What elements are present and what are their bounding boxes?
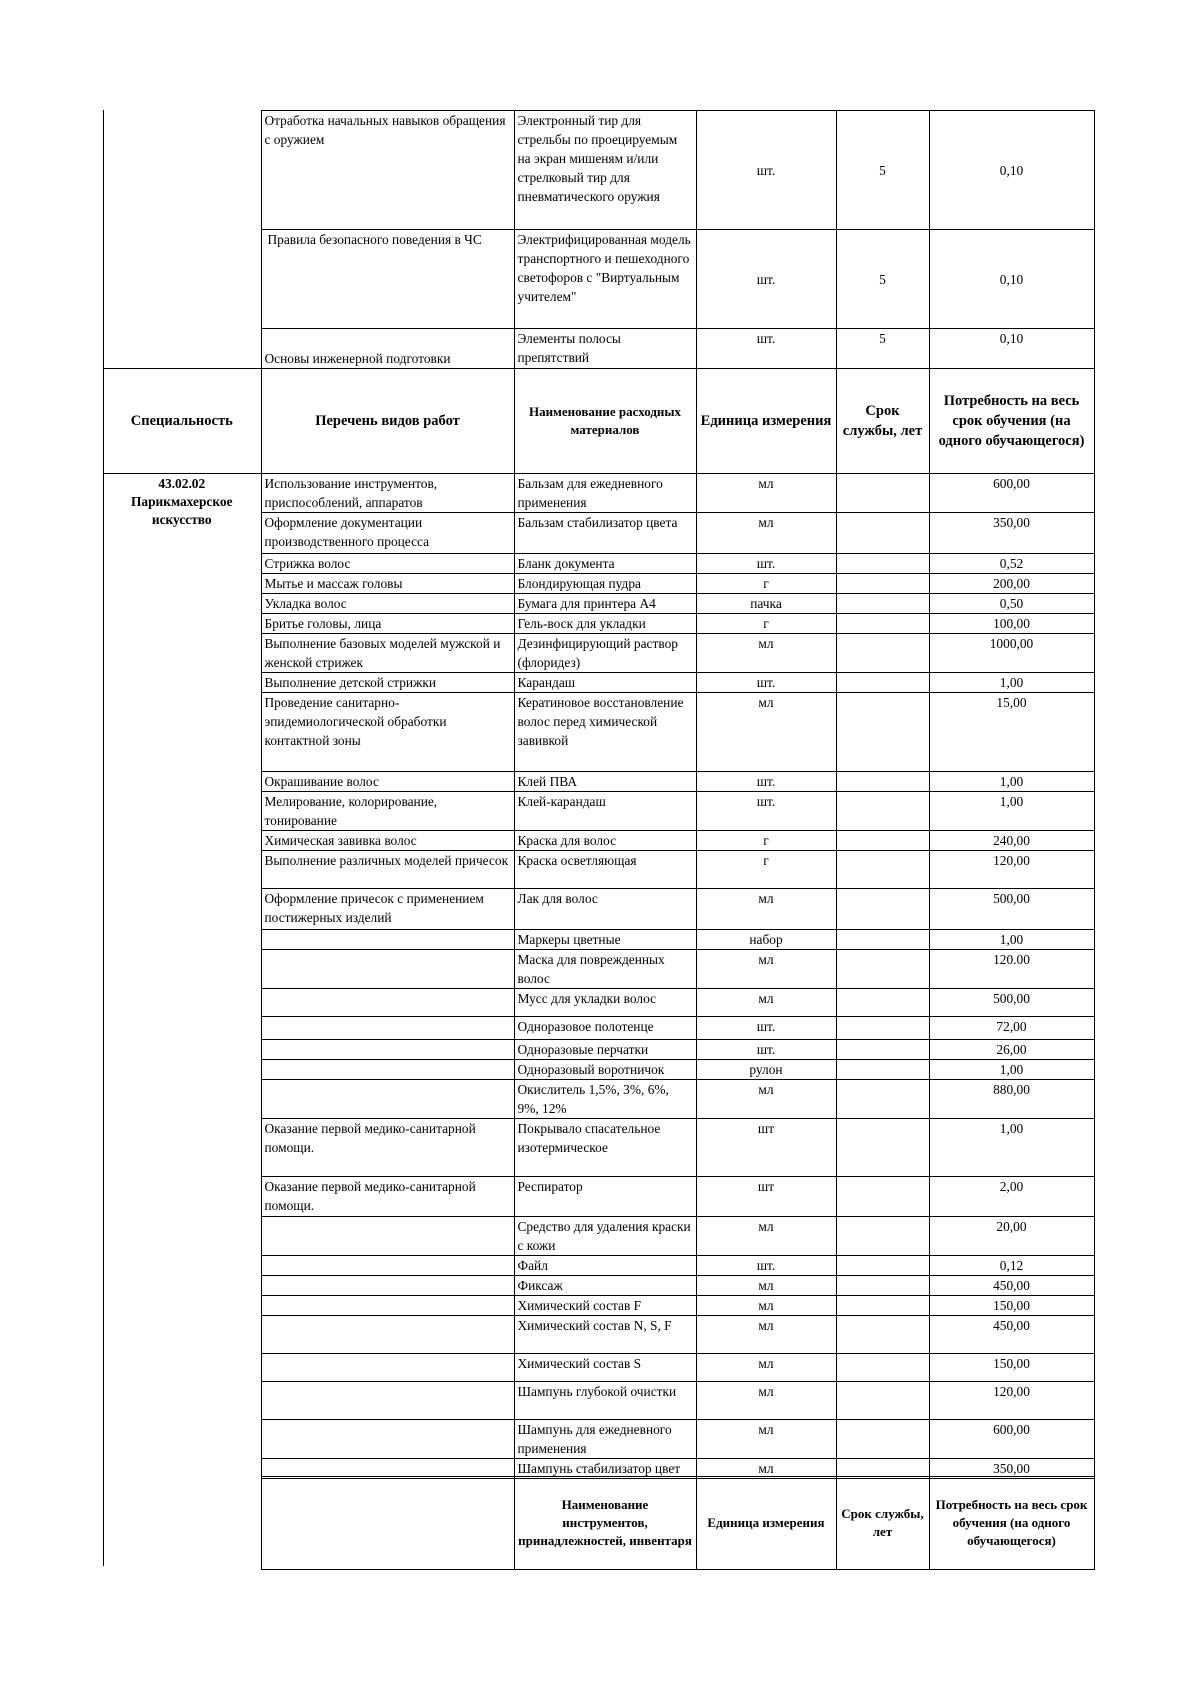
header-service-life: Срок службы, лет [836,369,929,474]
item-name-cell: Электронный тир для стрельбы по проецируемым на экран мишеням и/или стрелковый тир для пневматического оружия [514,111,696,230]
item-name-cell: Маркеры цветные [514,930,696,950]
header-work-types: Перечень видов работ [261,369,514,474]
unit-cell: мл [696,1420,836,1459]
need-cell: 500,00 [929,889,1094,930]
need-cell: 120.00 [929,950,1094,989]
header-unit: Единица измерения [696,1477,836,1570]
item-name-cell: Шампунь стабилизатор цвет [514,1459,696,1479]
work-type-cell [261,930,514,950]
unit-cell: шт [696,1119,836,1177]
unit-cell: шт. [696,1040,836,1060]
item-name-cell: Одноразовое полотенце [514,1017,696,1040]
header-service-life: Срок службы, лет [836,1477,929,1570]
unit-cell: мл [696,1080,836,1119]
work-type-cell: Оказание первой медико-санитарной помощи. [261,1177,514,1217]
item-name-cell: Краска осветляющая [514,851,696,889]
work-type-cell: Правила безопасного поведения в ЧС [261,230,514,329]
service-life-cell: 5 [836,329,929,369]
item-name-cell: Респиратор [514,1177,696,1217]
header-unit: Единица измерения [696,369,836,474]
need-cell: 150,00 [929,1354,1094,1382]
item-name-cell: Маска для поврежденных волос [514,950,696,989]
service-life-cell [836,1420,929,1459]
unit-cell: шт. [696,673,836,693]
unit-cell: пачка [696,594,836,614]
item-name-cell: Одноразовый воротничок [514,1060,696,1080]
unit-cell: шт. [696,1017,836,1040]
work-type-cell: Проведение санитарно-эпидемиологической обработки контактной зоны [261,693,514,772]
work-type-cell: Бритье головы, лица [261,614,514,634]
item-name-cell: Лак для волос [514,889,696,930]
item-name-cell: Электрифицированная модель транспортного и пешеходного светофоров с "Виртуальным учителем" [514,230,696,329]
item-name-cell: Шампунь для ежедневного применения [514,1420,696,1459]
work-type-cell [261,1276,514,1296]
work-type-cell [261,1382,514,1420]
service-life-cell [836,1017,929,1040]
work-type-cell [261,1296,514,1316]
service-life-cell [836,1060,929,1080]
unit-cell: шт. [696,230,836,329]
materials-table-body [103,111,1094,1479]
item-name-cell: Шампунь глубокой очистки [514,1382,696,1420]
service-life-cell [836,950,929,989]
item-name-cell: Покрывало спасательное изотермическое [514,1119,696,1177]
work-type-cell-empty [261,1477,514,1570]
item-name-cell: Окислитель 1,5%, 3%, 6%, 9%, 12% [514,1080,696,1119]
work-type-cell: Стрижка волос [261,554,514,574]
need-cell: 200,00 [929,574,1094,594]
service-life-cell [836,554,929,574]
need-cell: 0,10 [929,230,1094,329]
need-cell: 20,00 [929,1217,1094,1256]
unit-cell: мл [696,950,836,989]
need-cell: 1000,00 [929,634,1094,673]
work-type-cell [261,1420,514,1459]
service-life-cell [836,1217,929,1256]
item-name-cell: Клей ПВА [514,772,696,792]
item-name-cell: Средство для удаления краски с кожи [514,1217,696,1256]
service-life-cell [836,614,929,634]
work-type-cell: Мелирование, колорирование, тонирование [261,792,514,831]
service-life-cell [836,772,929,792]
work-type-cell: Выполнение детской стрижки [261,673,514,693]
need-cell: 0,50 [929,594,1094,614]
need-cell: 2,00 [929,1177,1094,1217]
item-name-cell: Химический состав S [514,1354,696,1382]
service-life-cell [836,930,929,950]
service-life-cell [836,1256,929,1276]
need-cell: 120,00 [929,1382,1094,1420]
need-cell: 450,00 [929,1316,1094,1354]
service-life-cell [836,574,929,594]
unit-cell: г [696,574,836,594]
work-type-cell [261,989,514,1017]
need-cell: 100,00 [929,614,1094,634]
specialty-cell [103,474,261,1479]
item-name-cell: Элементы полосы препятствий [514,329,696,369]
work-type-cell: Оказание первой медико-санитарной помощи. [261,1119,514,1177]
table-row [103,111,1094,230]
unit-cell: мл [696,1217,836,1256]
item-name-cell: Кератиновое восстановление волос перед химической завивкой [514,693,696,772]
header-tools: Наименование инструментов, принадлежностей, инвентаря [514,1477,696,1570]
service-life-cell [836,594,929,614]
work-type-cell: Окрашивание волос [261,772,514,792]
item-name-cell: Клей-карандаш [514,792,696,831]
work-type-cell: Укладка волос [261,594,514,614]
item-name-cell: Одноразовые перчатки [514,1040,696,1060]
header-need: Потребность на весь срок обучения (на одного обучающегося) [929,369,1094,474]
item-name-cell: Химический состав F [514,1296,696,1316]
work-type-cell: Основы инженерной подготовки [261,329,514,369]
need-cell: 1,00 [929,792,1094,831]
work-type-cell [261,1256,514,1276]
need-cell: 240,00 [929,831,1094,851]
service-life-cell [836,673,929,693]
specialty-cell-empty [103,230,261,329]
need-cell: 0,52 [929,554,1094,574]
need-cell: 1,00 [929,930,1094,950]
unit-cell: шт [696,1177,836,1217]
service-life-cell [836,989,929,1017]
unit-cell: г [696,851,836,889]
need-cell: 1,00 [929,1119,1094,1177]
service-life-cell [836,831,929,851]
tools-header-row [103,1477,1094,1570]
work-type-cell [261,1060,514,1080]
work-type-cell: Выполнение базовых моделей мужской и женской стрижек [261,634,514,673]
need-cell: 500,00 [929,989,1094,1017]
work-type-cell [261,1316,514,1354]
specialty-name: Парикмахерское искусство [130,494,233,527]
unit-cell: г [696,614,836,634]
unit-cell: мл [696,989,836,1017]
service-life-cell [836,792,929,831]
need-cell: 150,00 [929,1296,1094,1316]
item-name-cell: Карандаш [514,673,696,693]
unit-cell: мл [696,1459,836,1479]
service-life-cell [836,474,929,513]
service-life-cell [836,1296,929,1316]
need-cell: 120,00 [929,851,1094,889]
header-specialty: Специальность [103,369,261,474]
table-row [103,329,1094,369]
item-name-cell: Блондирующая пудра [514,574,696,594]
materials-table [103,110,1095,1479]
need-cell: 0,10 [929,111,1094,230]
item-name-cell: Гель-воск для укладки [514,614,696,634]
unit-cell: шт. [696,1256,836,1276]
work-type-cell [261,1017,514,1040]
item-name-cell: Дезинфицирующий раствор (флоридез) [514,634,696,673]
unit-cell: мл [696,513,836,554]
work-type-cell [261,1040,514,1060]
service-life-cell: 5 [836,230,929,329]
unit-cell: мл [696,634,836,673]
unit-cell: мл [696,1316,836,1354]
need-cell: 1,00 [929,772,1094,792]
unit-cell: шт. [696,329,836,369]
item-name-cell: Мусс для укладки волос [514,989,696,1017]
work-type-cell: Отработка начальных навыков обращения с оружием [261,111,514,230]
unit-cell: мл [696,693,836,772]
item-name-cell: Краска для волос [514,831,696,851]
service-life-cell [836,1276,929,1296]
unit-cell: шт. [696,554,836,574]
need-cell: 600,00 [929,1420,1094,1459]
work-type-cell [261,950,514,989]
service-life-cell: 5 [836,111,929,230]
work-type-cell: Мытье и массаж головы [261,574,514,594]
header-materials: Наименование расходных материалов [514,369,696,474]
service-life-cell [836,513,929,554]
need-cell: 350,00 [929,513,1094,554]
item-name-cell: Химический состав N, S, F [514,1316,696,1354]
work-type-cell: Выполнение различных моделей причесок [261,851,514,889]
service-life-cell [836,1040,929,1060]
unit-cell: шт. [696,111,836,230]
table-row [103,230,1094,329]
work-type-cell: Химическая завивка волос [261,831,514,851]
specialty-code: 43.02.02 [158,476,206,491]
specialty-cell-empty [103,111,261,230]
work-type-cell [261,1080,514,1119]
service-life-cell [836,1316,929,1354]
unit-cell: шт. [696,792,836,831]
unit-cell: мл [696,1382,836,1420]
item-name-cell: Бальзам для ежедневного применения [514,474,696,513]
work-type-cell: Использование инструментов, приспособлений, аппаратов [261,474,514,513]
unit-cell: мл [696,1276,836,1296]
need-cell: 450,00 [929,1276,1094,1296]
item-name-cell: Фиксаж [514,1276,696,1296]
unit-cell: набор [696,930,836,950]
need-cell: 26,00 [929,1040,1094,1060]
specialty-cell-empty [103,1477,261,1570]
need-cell: 0,12 [929,1256,1094,1276]
service-life-cell [836,1382,929,1420]
unit-cell: мл [696,1296,836,1316]
need-cell: 1,00 [929,673,1094,693]
service-life-cell [836,851,929,889]
unit-cell: г [696,831,836,851]
service-life-cell [836,1354,929,1382]
item-name-cell: Бланк документа [514,554,696,574]
need-cell: 600,00 [929,474,1094,513]
unit-cell: мл [696,1354,836,1382]
need-cell: 880,00 [929,1080,1094,1119]
work-type-cell: Оформление причесок с применением постижерных изделий [261,889,514,930]
need-cell: 350,00 [929,1459,1094,1479]
specialty-cell-empty [103,329,261,369]
unit-cell: мл [696,889,836,930]
need-cell: 72,00 [929,1017,1094,1040]
service-life-cell [836,889,929,930]
work-type-cell: Оформление документации производственного процесса [261,513,514,554]
service-life-cell [836,1080,929,1119]
service-life-cell [836,693,929,772]
work-type-cell [261,1217,514,1256]
tools-header-table [103,1476,1095,1570]
item-name-cell: Файл [514,1256,696,1276]
unit-cell: шт. [696,772,836,792]
table-row [103,474,1094,513]
unit-cell: рулон [696,1060,836,1080]
need-cell: 15,00 [929,693,1094,772]
need-cell: 0,10 [929,329,1094,369]
need-cell: 1,00 [929,1060,1094,1080]
service-life-cell [836,1177,929,1217]
service-life-cell [836,1119,929,1177]
work-type-cell [261,1354,514,1382]
item-name-cell: Бумага для принтера А4 [514,594,696,614]
service-life-cell [836,634,929,673]
unit-cell: мл [696,474,836,513]
header-need: Потребность на весь срок обучения (на одного обучающегося) [929,1477,1094,1570]
item-name-cell: Бальзам стабилизатор цвета [514,513,696,554]
table-header-row [103,369,1094,474]
